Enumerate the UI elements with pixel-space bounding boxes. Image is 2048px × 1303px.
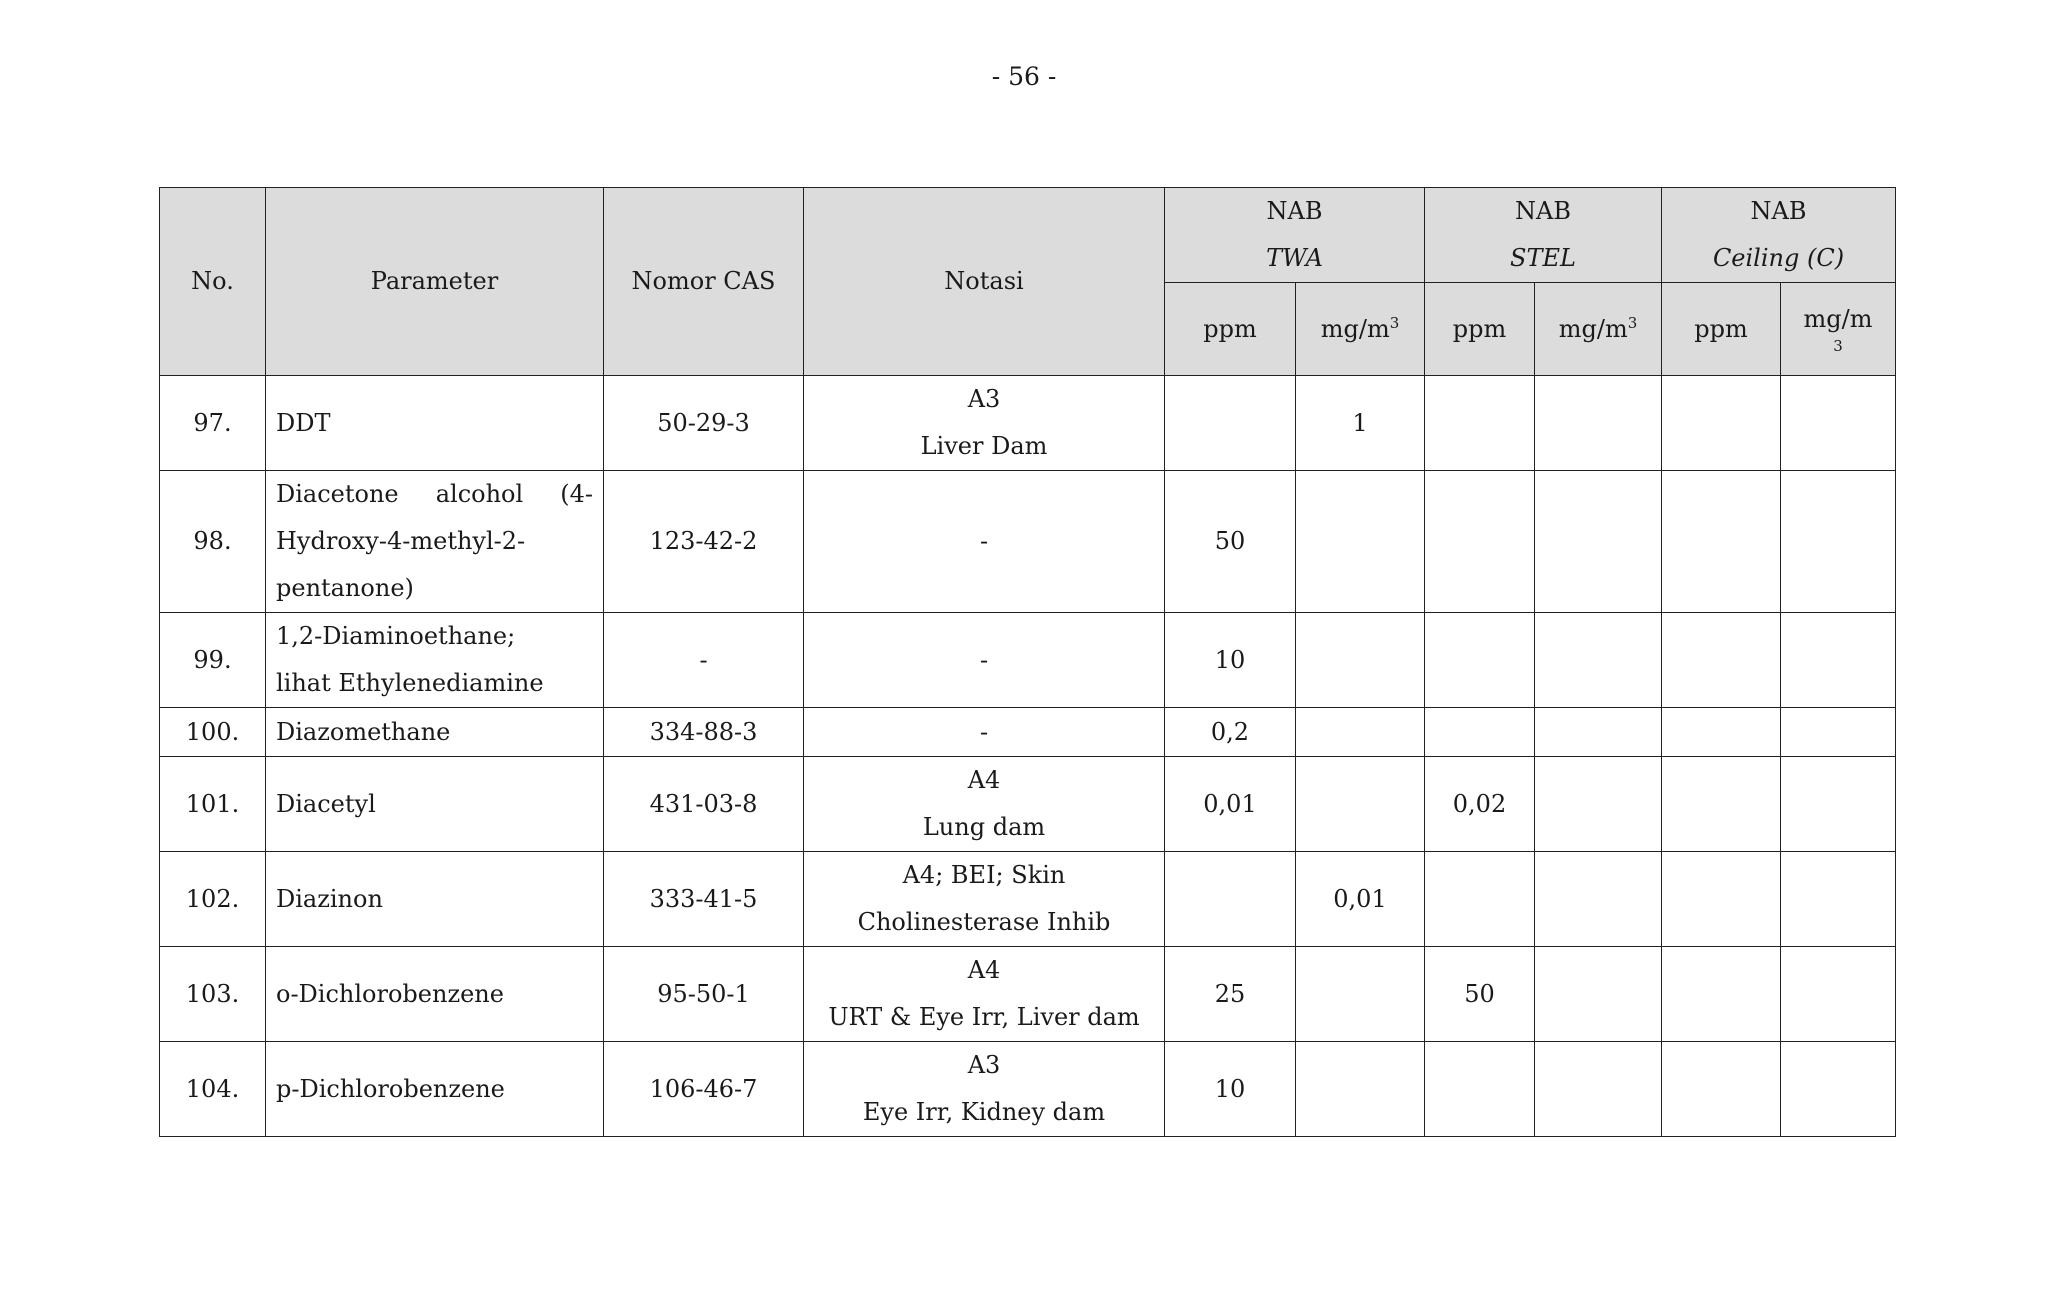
row-stel-ppm — [1425, 613, 1535, 708]
parameter-line: o-Dichlorobenzene — [276, 979, 504, 1008]
row-ceiling-ppm — [1662, 1042, 1781, 1137]
table-header — [160, 188, 1896, 376]
row-twa-ppm: 10 — [1165, 613, 1296, 708]
row-stel-mg — [1535, 947, 1662, 1042]
row-ceiling-mg — [1781, 376, 1896, 471]
header-stel-ppm: ppm — [1425, 283, 1535, 376]
row-cas: 334-88-3 — [604, 708, 804, 757]
row-cas: 431-03-8 — [604, 757, 804, 852]
row-parameter — [266, 1042, 604, 1137]
header-stel-mgm3 — [1535, 283, 1662, 376]
row-twa-mg — [1296, 757, 1425, 852]
notasi-line: - — [979, 527, 989, 555]
row-ceiling-mg — [1781, 613, 1896, 708]
unit-mgm: mg/m — [1558, 314, 1628, 343]
notasi-line: A4 — [967, 766, 1001, 794]
row-stel-ppm: 0,02 — [1425, 757, 1535, 852]
row-twa-ppm: 50 — [1165, 471, 1296, 613]
table-row — [160, 852, 1896, 947]
row-cas: 50-29-3 — [604, 376, 804, 471]
row-notasi — [804, 708, 1165, 757]
parameter-line: DDT — [276, 408, 331, 437]
row-stel-ppm — [1425, 471, 1535, 613]
header-nab-twa-label: NAB — [1266, 197, 1323, 225]
row-notasi — [804, 471, 1165, 613]
row-ceiling-ppm — [1662, 757, 1781, 852]
row-cas: 106-46-7 — [604, 1042, 804, 1137]
row-ceiling-ppm — [1662, 708, 1781, 757]
row-stel-mg — [1535, 708, 1662, 757]
header-nab-stel-label: NAB — [1515, 197, 1571, 225]
row-notasi — [804, 613, 1165, 708]
notasi-line: A4; BEI; Skin — [902, 861, 1066, 889]
unit-mgm-line1: mg/m — [1803, 305, 1873, 333]
table-row — [160, 708, 1896, 757]
row-no: 99. — [160, 613, 266, 708]
row-no: 100. — [160, 708, 266, 757]
row-no: 98. — [160, 471, 266, 613]
row-twa-mg — [1296, 708, 1425, 757]
page-number: - 56 - — [991, 62, 1057, 91]
row-notasi — [804, 757, 1165, 852]
row-twa-mg — [1296, 613, 1425, 708]
row-cas: 123-42-2 — [604, 471, 804, 613]
row-parameter — [266, 471, 604, 613]
header-no: No. — [160, 188, 266, 376]
row-ceiling-ppm — [1662, 613, 1781, 708]
row-parameter — [266, 376, 604, 471]
row-stel-ppm: 50 — [1425, 947, 1535, 1042]
notasi-line: Eye Irr, Kidney dam — [862, 1098, 1106, 1126]
unit-sup: 3 — [1389, 313, 1400, 332]
row-stel-ppm — [1425, 708, 1535, 757]
header-twa-mgm3 — [1296, 283, 1425, 376]
parameter-line: Hydroxy-4-methyl-2- — [276, 527, 526, 555]
row-parameter — [266, 708, 604, 757]
notasi-line: - — [979, 645, 989, 674]
row-stel-mg — [1535, 613, 1662, 708]
row-ceiling-mg — [1781, 852, 1896, 947]
notasi-line: Cholinesterase Inhib — [857, 908, 1111, 936]
header-notasi: Notasi — [804, 188, 1165, 376]
unit-sup: 3 — [1627, 313, 1638, 332]
header-nab-ceiling — [1662, 188, 1896, 283]
row-twa-mg — [1296, 1042, 1425, 1137]
row-ceiling-mg — [1781, 1042, 1896, 1137]
row-stel-ppm — [1425, 376, 1535, 471]
notasi-line: Lung dam — [922, 813, 1046, 841]
row-no: 97. — [160, 376, 266, 471]
table-row — [160, 613, 1896, 708]
notasi-line: - — [979, 717, 989, 746]
row-no: 104. — [160, 1042, 266, 1137]
row-twa-ppm: 10 — [1165, 1042, 1296, 1137]
header-ceiling-label: Ceiling (C) — [1712, 244, 1845, 272]
row-twa-mg: 0,01 — [1296, 852, 1425, 947]
table-row — [160, 947, 1896, 1042]
row-twa-mg — [1296, 947, 1425, 1042]
table-row — [160, 1042, 1896, 1137]
row-twa-ppm: 25 — [1165, 947, 1296, 1042]
nab-table — [159, 187, 1896, 1137]
row-notasi — [804, 1042, 1165, 1137]
parameter-line: Diacetyl — [276, 789, 376, 818]
row-twa-ppm — [1165, 852, 1296, 947]
unit-mgm-line2: 3 — [1833, 337, 1843, 355]
row-stel-mg — [1535, 852, 1662, 947]
row-stel-mg — [1535, 1042, 1662, 1137]
row-parameter — [266, 757, 604, 852]
header-nab-stel — [1425, 188, 1662, 283]
parameter-line: pentanone) — [276, 574, 414, 602]
row-parameter — [266, 947, 604, 1042]
row-notasi — [804, 947, 1165, 1042]
header-ceiling-ppm: ppm — [1662, 283, 1781, 376]
row-notasi — [804, 852, 1165, 947]
row-twa-ppm: 0,01 — [1165, 757, 1296, 852]
row-cas: 95-50-1 — [604, 947, 804, 1042]
row-twa-ppm: 0,2 — [1165, 708, 1296, 757]
unit-mgm: mg/m — [1320, 314, 1390, 343]
notasi-line: A3 — [967, 1051, 1001, 1079]
parameter-line: lihat Ethylenediamine — [276, 669, 544, 697]
row-ceiling-ppm — [1662, 947, 1781, 1042]
row-ceiling-ppm — [1662, 852, 1781, 947]
table-row — [160, 376, 1896, 471]
header-parameter: Parameter — [266, 188, 604, 376]
header-cas: Nomor CAS — [604, 188, 804, 376]
parameter-line: Diazomethane — [276, 717, 451, 746]
header-nab-ceiling-label: NAB — [1750, 197, 1807, 225]
table-body — [160, 376, 1896, 1137]
notasi-line: Liver Dam — [920, 432, 1048, 460]
row-twa-mg — [1296, 471, 1425, 613]
table-row — [160, 471, 1896, 613]
parameter-line: 1,2-Diaminoethane; — [276, 622, 516, 650]
row-ceiling-ppm — [1662, 376, 1781, 471]
notasi-line: URT & Eye Irr, Liver dam — [828, 1003, 1140, 1031]
header-twa-label: TWA — [1266, 244, 1323, 272]
row-no: 101. — [160, 757, 266, 852]
notasi-line: A3 — [967, 385, 1001, 413]
row-notasi — [804, 376, 1165, 471]
row-cas: 333-41-5 — [604, 852, 804, 947]
row-parameter — [266, 613, 604, 708]
row-ceiling-mg — [1781, 947, 1896, 1042]
row-cas: - — [604, 613, 804, 708]
row-twa-ppm — [1165, 376, 1296, 471]
parameter-line: Diacetone alcohol (4- — [276, 480, 593, 508]
row-stel-mg — [1535, 376, 1662, 471]
row-no: 103. — [160, 947, 266, 1042]
header-twa-ppm: ppm — [1165, 283, 1296, 376]
row-ceiling-mg — [1781, 471, 1896, 613]
notasi-line: A4 — [967, 956, 1001, 984]
row-no: 102. — [160, 852, 266, 947]
row-stel-ppm — [1425, 1042, 1535, 1137]
row-stel-ppm — [1425, 852, 1535, 947]
header-nab-twa — [1165, 188, 1425, 283]
table-row — [160, 757, 1896, 852]
row-parameter — [266, 852, 604, 947]
row-twa-mg: 1 — [1296, 376, 1425, 471]
row-ceiling-mg — [1781, 708, 1896, 757]
parameter-line: Diazinon — [276, 884, 383, 913]
row-ceiling-mg — [1781, 757, 1896, 852]
row-ceiling-ppm — [1662, 471, 1781, 613]
parameter-line: p-Dichlorobenzene — [276, 1074, 505, 1103]
header-stel-label: STEL — [1510, 244, 1576, 272]
row-stel-mg — [1535, 471, 1662, 613]
header-ceiling-mgm3 — [1781, 283, 1896, 376]
row-stel-mg — [1535, 757, 1662, 852]
